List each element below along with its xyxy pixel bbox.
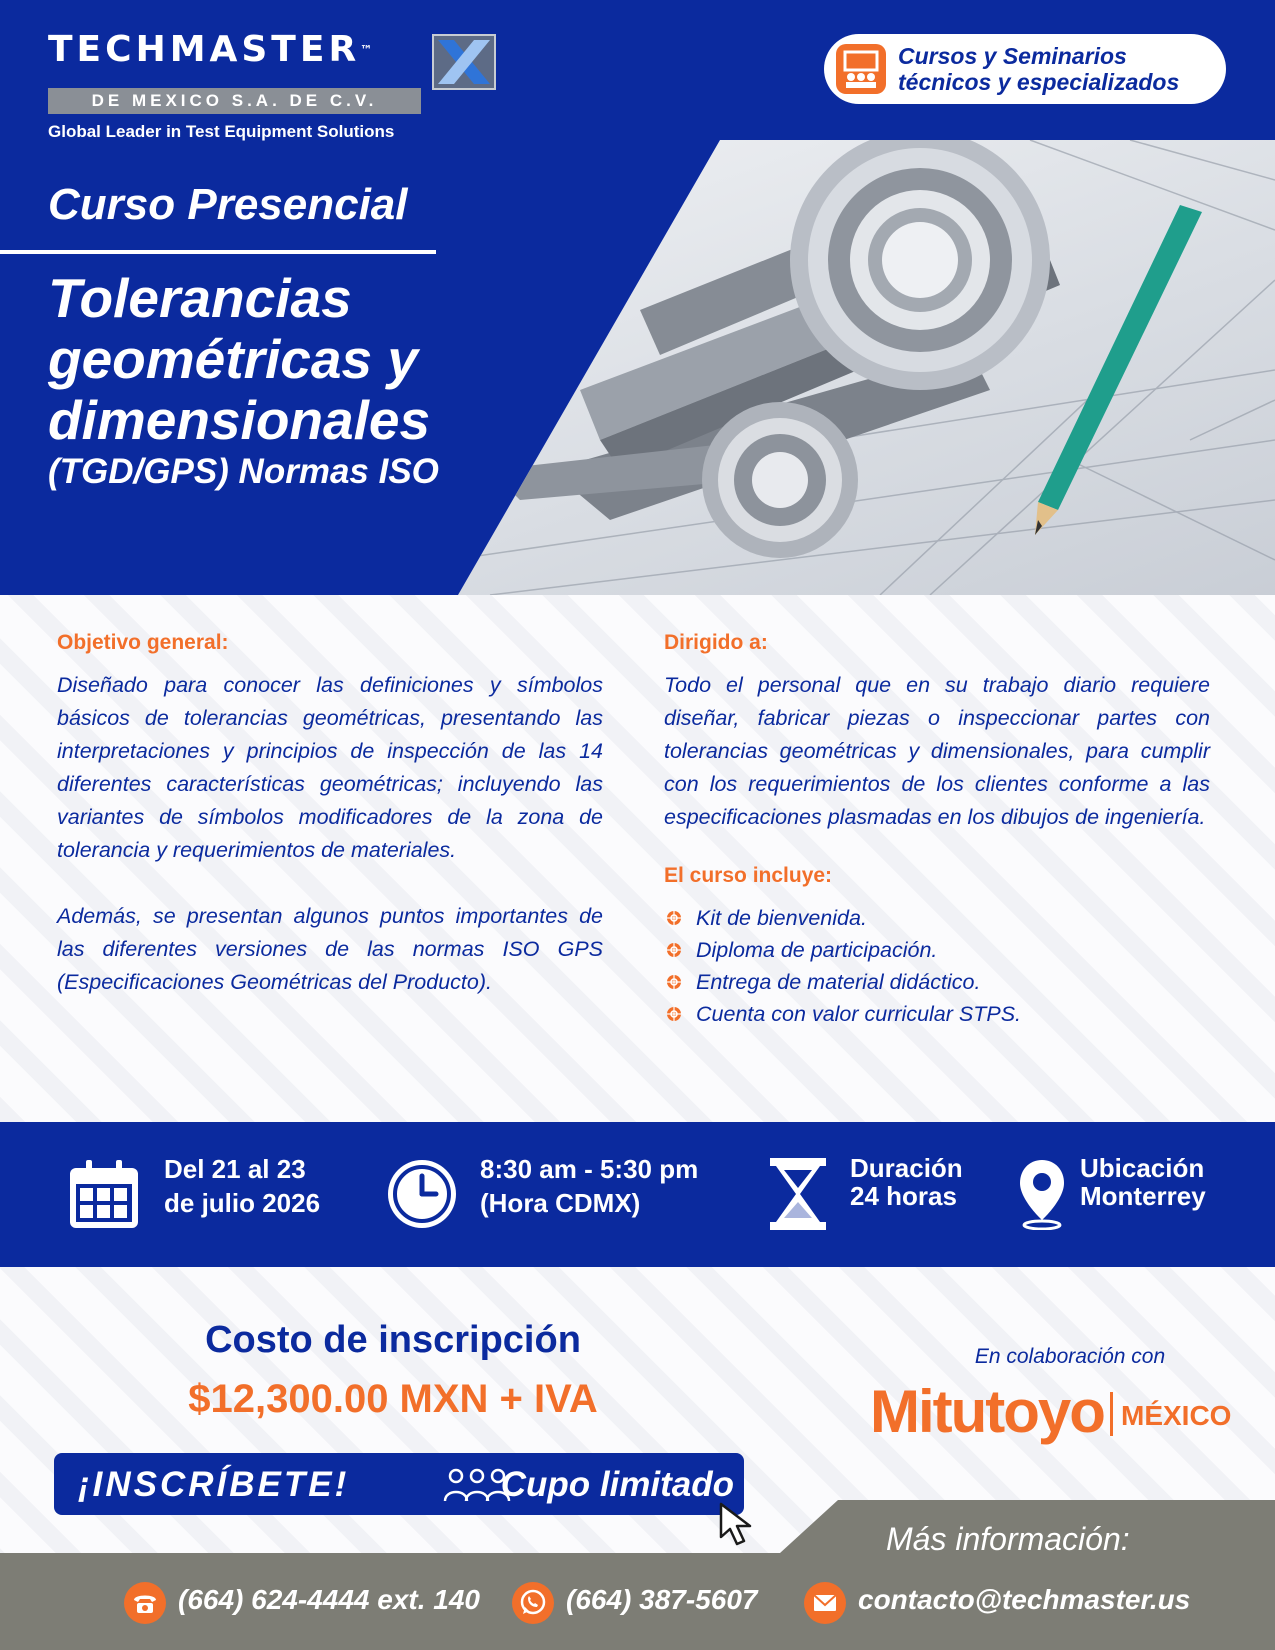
list-item: Diploma de participación. <box>664 934 1210 966</box>
register-button[interactable] <box>54 1453 744 1515</box>
partner-country: MÉXICO <box>1121 1400 1232 1431</box>
whatsapp-icon <box>512 1582 554 1624</box>
includes-heading: El curso incluye: <box>664 864 833 887</box>
email-address: contacto@techmaster.us <box>858 1584 1191 1615</box>
objective-paragraph: Además, se presentan algunos puntos importantes de las diferentes versiones de las normas ISO GPS (Especificaciones Geométricas del Producto). <box>57 904 603 994</box>
title-divider <box>0 250 436 254</box>
list-item: Kit de bienvenida. <box>664 902 1210 934</box>
objective-paragraph: Diseñado para conocer las definiciones y símbolos básicos de tolerancias geométricas, presentando las interpretaciones y principios de inspección de las 14 diferentes características geométricas; incluyendo las variantes de símbolos modificadores de la zona de tolerancia y requerimientos de materiales. <box>57 673 603 862</box>
logo-divider <box>1110 1392 1113 1436</box>
course-subtitle: (TGD/GPS) Normas ISO <box>48 452 439 491</box>
hourglass-icon <box>768 1158 828 1230</box>
whatsapp-number: (664) 387-5607 <box>566 1584 758 1615</box>
target-bullet-icon <box>666 974 682 990</box>
courses-badge <box>824 34 1226 104</box>
duration-line: 24 horas <box>850 1181 957 1211</box>
includes-section <box>664 864 1210 1030</box>
envelope-icon <box>804 1582 846 1624</box>
location-line: Monterrey <box>1080 1181 1206 1211</box>
audience-section <box>664 631 1210 1030</box>
price-value: $12,300.00 MXN + IVA <box>188 1377 598 1421</box>
partner-name: Mitutoyo <box>870 1378 1104 1445</box>
audience-paragraph: Todo el personal que en su trabajo diario requiere diseñar, fabricar piezas o inspeccionar partes con tolerancias geométricas y dimensionales, para cumplir con los requerimientos de los clientes conforme a las especificaciones plasmadas en los dibujos de ingeniería. <box>664 673 1210 829</box>
time-line: (Hora CDMX) <box>480 1188 641 1218</box>
list-item: Entrega de material didáctico. <box>664 966 1210 998</box>
techmaster-logo <box>48 29 498 141</box>
audience-heading: Dirigido a: <box>664 631 768 654</box>
mitutoyo-logo <box>870 1380 1250 1450</box>
course-details <box>0 595 1275 1122</box>
location-pin-icon <box>1018 1158 1066 1230</box>
time-line: 8:30 am - 5:30 pm <box>480 1154 699 1184</box>
phone-icon <box>124 1582 166 1624</box>
more-info-heading: Más información: <box>886 1521 1130 1557</box>
caliper-and-bearings-photo <box>430 140 1275 595</box>
list-item: Cuenta con valor curricular STPS. <box>664 998 1210 1030</box>
course-kind: Curso Presencial <box>48 180 408 229</box>
brand-tagline: Global Leader in Test Equipment Solutions <box>48 122 395 141</box>
brand-legal-name: DE MEXICO S.A. DE C.V. <box>48 88 421 114</box>
duration-line: Duración <box>850 1153 963 1183</box>
hero-banner <box>0 0 1275 595</box>
phone-number: (664) 624-4444 ext. 140 <box>178 1584 480 1615</box>
limited-seats-label: Cupo limitado <box>500 1465 734 1504</box>
register-label: ¡INSCRÍBETE! <box>78 1465 350 1504</box>
techmaster-x-icon <box>432 34 496 90</box>
clock-icon <box>386 1158 458 1230</box>
objective-section <box>57 631 603 999</box>
date-line: de julio 2026 <box>164 1188 321 1218</box>
target-bullet-icon <box>666 942 682 958</box>
course-title: Tolerancias geométricas y dimensionales <box>48 267 431 451</box>
collaboration-label: En colaboración con <box>974 1345 1166 1368</box>
target-bullet-icon <box>666 910 682 926</box>
calendar-icon <box>68 1158 140 1230</box>
price-label: Costo de inscripción <box>205 1319 581 1361</box>
brand-name: TECHMASTER™ <box>48 29 373 70</box>
target-bullet-icon <box>666 1006 682 1022</box>
courses-badge-text: Cursos y Seminarios técnicos y especializados <box>898 43 1180 95</box>
includes-list <box>664 902 1210 1030</box>
cursor-click-icon <box>718 1501 760 1547</box>
date-line: Del 21 al 23 <box>164 1154 306 1184</box>
objective-heading: Objetivo general: <box>57 631 229 654</box>
location-line: Ubicación <box>1080 1153 1205 1183</box>
event-info-bar <box>0 1122 1275 1267</box>
classroom-icon <box>836 44 886 94</box>
